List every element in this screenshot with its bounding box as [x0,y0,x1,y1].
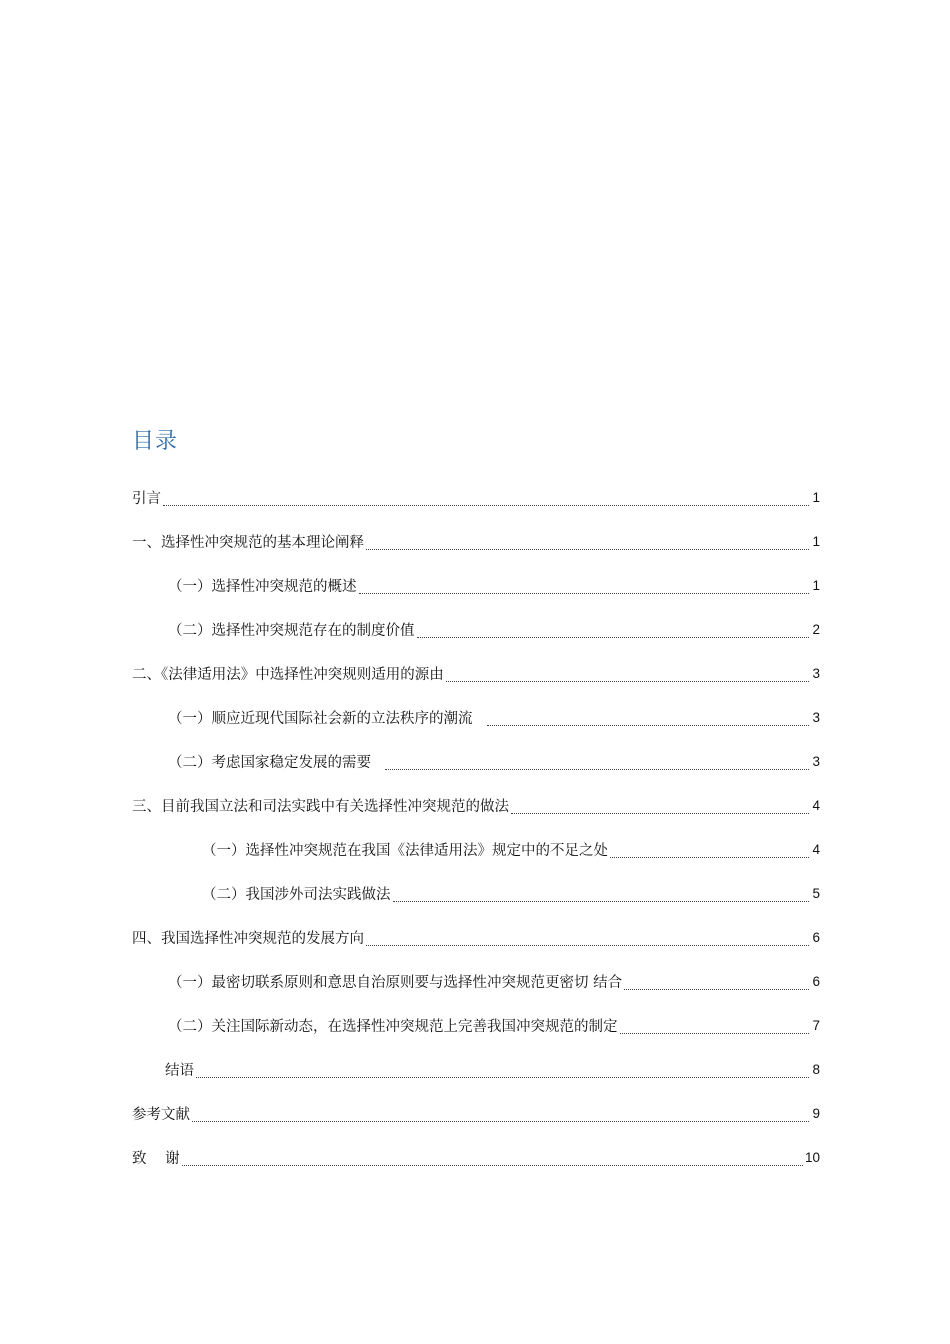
dot-leader [192,1120,809,1122]
toc-entry-conclusion[interactable] [132,1047,820,1091]
dot-leader [487,724,810,726]
toc-entry-page: 8 [812,1061,820,1077]
toc-entry-page: 5 [812,885,820,901]
dot-leader [366,944,809,946]
dot-leader [511,812,809,814]
toc-entry-page: 7 [812,1017,820,1033]
toc-entry-chapter-3[interactable] [132,783,820,827]
toc-entry-text: 结语 [165,1062,194,1079]
dot-leader [163,504,809,506]
toc-entry-text: 一、选择性冲突规范的基本理论阐释 [132,534,364,551]
toc-entry-page: 9 [812,1105,820,1121]
toc-entry-page: 3 [812,709,820,725]
toc-entry-page: 3 [812,665,820,681]
dot-leader [359,592,810,594]
toc-entry-text: （二）我国涉外司法实践做法 [202,886,391,903]
dot-leader [620,1032,810,1034]
toc-entry-page: 2 [812,621,820,637]
toc-entry-text: 三、目前我国立法和司法实践中有关选择性冲突规范的做法 [132,798,509,815]
toc-entry-text: （一）最密切联系原则和意思自治原则要与选择性冲突规范更密切 结合 [168,974,623,991]
table-of-contents [132,475,820,1179]
toc-entry-text: （一）选择性冲突规范的概述 [168,578,357,595]
toc-entry-text: 引言 [132,490,161,507]
dot-leader [610,856,809,858]
toc-entry-text: 四、我国选择性冲突规范的发展方向 [132,930,364,947]
toc-entry-text: 致 谢 [132,1150,180,1167]
toc-entry-chapter-4[interactable] [132,915,820,959]
toc-entry-text: （二）考虑国家稳定发展的需要 [168,754,371,771]
toc-entry-section-2-1[interactable] [132,695,820,739]
toc-entry-text: （二）选择性冲突规范存在的制度价值 [168,622,415,639]
dot-leader [624,988,809,990]
toc-entry-section-3-2[interactable] [132,871,820,915]
dot-leader [182,1164,803,1166]
toc-entry-page: 1 [812,533,820,549]
dot-leader [393,900,810,902]
toc-entry-page: 6 [812,929,820,945]
toc-entry-acknowledgements[interactable] [132,1135,820,1179]
toc-entry-chapter-1[interactable] [132,519,820,563]
toc-entry-page: 4 [812,841,820,857]
toc-entry-references[interactable] [132,1091,820,1135]
toc-entry-section-3-1[interactable] [132,827,820,871]
toc-entry-chapter-2[interactable] [132,651,820,695]
toc-entry-page: 1 [812,577,820,593]
dot-leader [366,548,809,550]
toc-entry-page: 4 [812,797,820,813]
toc-entry-text: 参考文献 [132,1106,190,1123]
toc-entry-text: （一）顺应近现代国际社会新的立法秩序的潮流 [168,710,473,727]
toc-entry-text: （一）选择性冲突规范在我国《法律适用法》规定中的不足之处 [202,842,608,859]
toc-entry-page: 3 [812,753,820,769]
toc-entry-text: （二）关注国际新动态，在选择性冲突规范上完善我国冲突规范的制定 [168,1018,618,1035]
toc-entry-page: 6 [812,973,820,989]
dot-leader [417,636,810,638]
toc-entry-section-4-1[interactable] [132,959,820,1003]
toc-entry-section-1-1[interactable] [132,563,820,607]
toc-entry-section-2-2[interactable] [132,739,820,783]
toc-entry-page: 1 [812,489,820,505]
dot-leader [196,1076,809,1078]
toc-entry-section-1-2[interactable] [132,607,820,651]
toc-entry-introduction[interactable] [132,475,820,519]
toc-entry-section-4-2[interactable] [132,1003,820,1047]
dot-leader [385,768,809,770]
toc-title: 目录 [132,429,179,454]
dot-leader [446,680,809,682]
toc-entry-page: 10 [804,1149,820,1165]
toc-entry-text: 二、《法律适用法》中选择性冲突规则适用的源由 [132,666,444,683]
